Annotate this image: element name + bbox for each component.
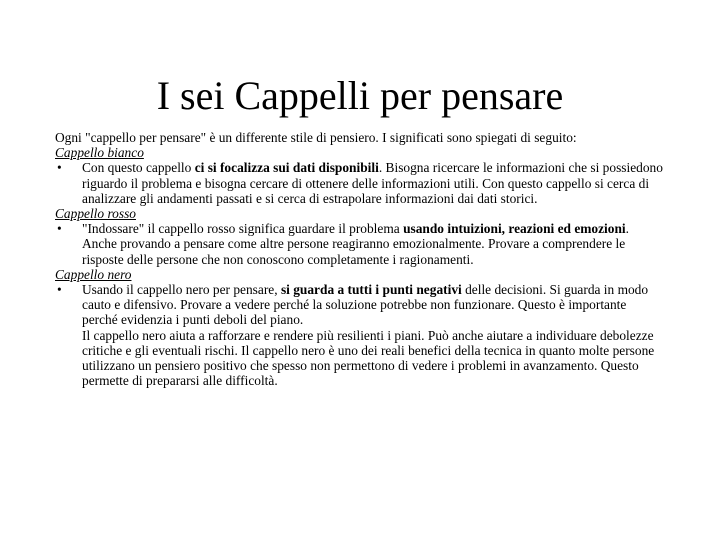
bullet-icon: • [57, 160, 62, 176]
bullet-text-bold: ci si focalizza sui dati disponibili [194, 160, 379, 176]
bullet-text-post: delle decisioni. Si guarda in modo cauto e difensivo. Provare a vedere perché la soluzione potrebbe non funzionare. Questo è importante perché evidenzia i punti deboli del piano. [82, 282, 649, 328]
bullet-text-pre: Usando il cappello nero per pensare, [82, 282, 281, 298]
bullet-cappello-nero-continuation: Il cappello nero aiuta a rafforzare e rendere più resilienti i piani. Può anche aiutare a individuare debolezze critiche e gli eventuali rischi. Il cappello nero è uno dei reali benefici della tecnica in quanto molte persone utilizzano un pensiero positivo che spesso non permettono di vedere i problemi in avanzamento. Questo permette di prepararsi alle difficoltà. [82, 327, 655, 389]
bullet-icon: • [57, 221, 62, 237]
heading-cappello-rosso: Cappello rosso [55, 206, 136, 222]
bullet-text-post: . Bisogna ricercare le informazioni che si possiedono riguardo il problema e bisogna cercare di ottenere delle informazioni utili. Con questo cappello si cerca di analizzare gli andamenti passati e si cerca di estrapolare informazioni dai dati storici. [82, 160, 663, 206]
heading-cappello-nero: Cappello nero [55, 266, 132, 282]
slide-body [55, 130, 665, 388]
bullet-text-pre: "Indossare" il cappello rosso significa guardare il problema [82, 221, 404, 237]
bullet-text-bold: si guarda a tutti i punti negativi [280, 282, 462, 298]
heading-cappello-bianco: Cappello bianco [55, 145, 144, 161]
bullet-icon: • [57, 282, 62, 298]
bullet-text-pre: Con questo cappello [82, 160, 195, 176]
intro-text: Ogni "cappello per pensare" è un differente stile di pensiero. I significati sono spiegati di seguito: [55, 130, 577, 145]
bullet-cappello-bianco [55, 160, 665, 206]
bullet-text-post: . Anche provando a pensare come altre persone reagiranno emozionalmente. Provare a comprendere le risposte delle persone che non conoscono completamente i ragionamenti. [82, 221, 630, 267]
bullet-cappello-nero [55, 282, 665, 328]
bullet-cappello-rosso [55, 221, 665, 267]
bullet-text-bold: usando intuizioni, reazioni ed emozioni [403, 221, 626, 237]
slide-title: I sei Cappelli per pensare [156, 73, 564, 118]
